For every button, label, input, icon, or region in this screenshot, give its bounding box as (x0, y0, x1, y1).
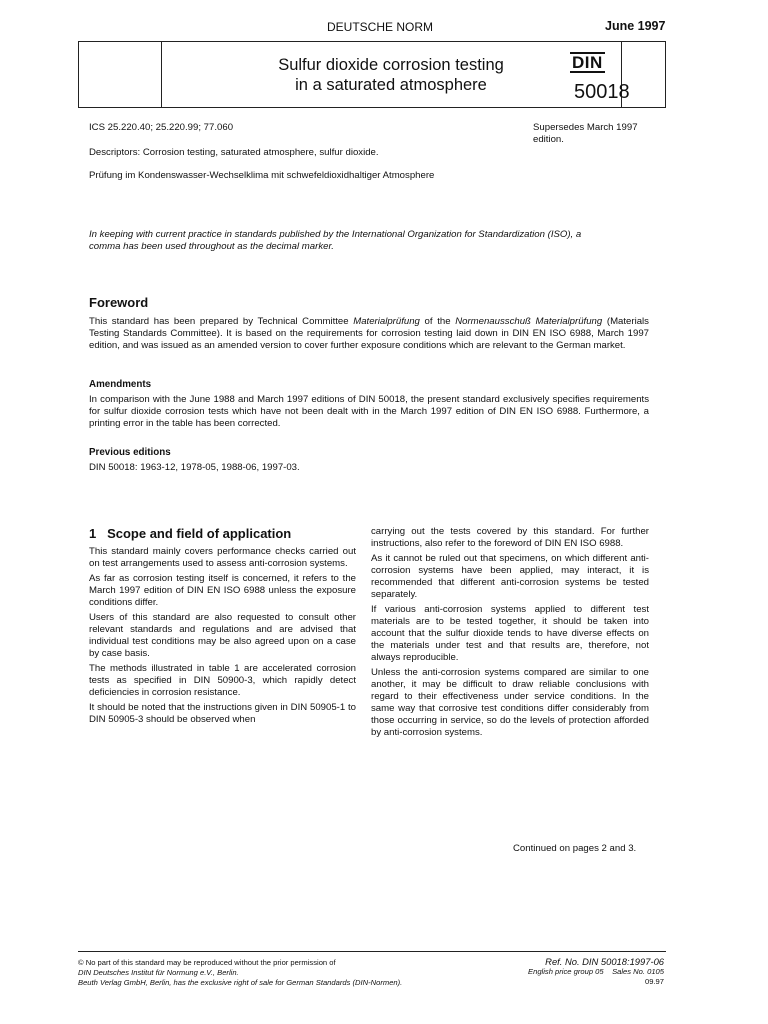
paragraph: If various anti-corrosion systems applied to different test materials are to be tested together, it should be taken into account that the sulfur dioxide tends to have diverse effects on the materials under test and that results are, therefore, not always reproducible. (371, 604, 649, 663)
footer-divider (78, 951, 666, 952)
supersedes-note (533, 122, 653, 146)
paragraph: As it cannot be ruled out that specimens, on which different anti-corrosion systems have been applied, may interact, it is recommended that different anti-corrosion systems be tested separately. (371, 553, 649, 600)
document-title-line1: Sulfur dioxide corrosion testing (278, 56, 504, 74)
decimal-marker-notice (89, 229, 655, 253)
organization-name: Normenausschuß Materialprüfung (455, 316, 603, 327)
price-group: English price group 05 (528, 967, 604, 976)
paragraph: Users of this standard are also requested to consult other relevant standards and regulations and are advised that individual test conditions may be also agreed upon on a case by case basis. (89, 612, 356, 659)
ics-codes: ICS 25.220.40; 25.220.99; 77.060 (89, 122, 234, 133)
paragraph: Unless the anti-corrosion systems compared are similar to one another, it may be difficult to draw reliable conclusions with regard to their effectiveness under service conditions. In the same way that corrosive test conditions differ considerably from those occurring in service, so do the levels of protection afforded by anti-corrosion systems. (371, 667, 649, 738)
continuation-note: Continued on pages 2 and 3. (513, 843, 637, 854)
copyright-line3 (78, 978, 402, 988)
section-1-right-column (371, 526, 649, 742)
document-title-line2: in a saturated atmosphere (295, 76, 487, 94)
previous-editions-heading: Previous editions (89, 447, 171, 458)
paragraph: This standard mainly covers performance checks carried out on test arrangements used to assess anti-corrosion systems. (89, 546, 356, 569)
paragraph: It should be noted that the instructions given in DIN 50905-1 to DIN 50905-3 should be observed when (89, 702, 356, 725)
amendments-text: In comparison with the June 1988 and March 1997 editions of DIN 50018, the present standard exclusively specifies requirements for sulfur dioxide corrosion tests which have not been dealt with in the March 1997 edition of DIN EN ISO 6988. Furthermore, a printing error in the table has been corrected. (89, 394, 649, 429)
title-block-title-cell (161, 42, 622, 107)
descriptors: Descriptors: Corrosion testing, saturated atmosphere, sulfur dioxide. (89, 147, 379, 158)
section-1-heading: 1 Scope and field of application (89, 526, 292, 541)
date-code: 09.97 (644, 977, 664, 986)
price-sales-line (470, 967, 664, 977)
supersedes-line1: Supersedes March 1997 (533, 122, 638, 133)
foreword-text-part: (Materials Testing Standards Committee). It is based on the requirements for corrosion testing laid down in DIN EN ISO 6988, March 1997 edition, and was issued as an amended version to cover further exposure conditions which are relevant to the German market. (89, 316, 649, 351)
german-title: Prüfung im Kondenswasser-Wechselklima mit schwefeldioxidhaltiger Atmosphere (89, 170, 435, 181)
notice-line2: comma has been used throughout as the decimal marker. (89, 241, 334, 252)
sales-number: Sales No. 0105 (612, 967, 664, 976)
title-block-left-cell (79, 42, 162, 107)
copyright-line3-emph: DIN-Normen (355, 978, 398, 987)
standard-number: 50018 (574, 81, 630, 103)
foreword-text-part: of the (419, 316, 456, 327)
supersedes-line2: edition. (533, 134, 564, 145)
foreword-heading: Foreword (89, 295, 149, 310)
publication-date: June 1997 (605, 19, 666, 33)
paragraph: As far as corrosion testing itself is concerned, it refers to the March 1997 edition of DIN EN ISO 6988 unless the exposure conditions differ. (89, 573, 356, 608)
foreword-text (89, 316, 649, 352)
copyright-line1: © No part of this standard may be reproduced without the prior permission of (78, 958, 336, 967)
paragraph: carrying out the tests covered by this standard. For further instructions, also refer to the foreword of DIN EN ISO 6988. (371, 526, 649, 549)
din-logo: DIN (572, 53, 603, 72)
amendments-heading: Amendments (89, 379, 152, 390)
committee-name: Materialprüfung (353, 316, 420, 327)
copyright-line3-text: Beuth Verlag GmbH, Berlin, has the exclusive right of sale for German Standards ( (78, 978, 356, 987)
copyright-line3-end: ). (397, 978, 403, 987)
notice-line1: In keeping with current practice in standards published by the International Organization for Standardization (ISO), a (89, 229, 582, 240)
previous-editions-text: DIN 50018: 1963-12, 1978-05, 1988-06, 1997-03. (89, 462, 300, 473)
copyright-line2: DIN Deutsches Institut für Normung e.V., Berlin. (78, 968, 239, 977)
reference-number: Ref. No. DIN 50018:1997-06 (545, 956, 664, 967)
foreword-text-part: This standard has been prepared by Technical Committee (89, 316, 354, 327)
standard-type-label: DEUTSCHE NORM (326, 20, 433, 34)
section-1-left-column (89, 546, 356, 729)
copyright-notice (78, 958, 402, 988)
reference-block (470, 957, 664, 987)
paragraph: The methods illustrated in table 1 are accelerated corrosion tests as specified in DIN 50900-3, which rapidly detect deficiencies in corrosion resistance. (89, 663, 356, 698)
